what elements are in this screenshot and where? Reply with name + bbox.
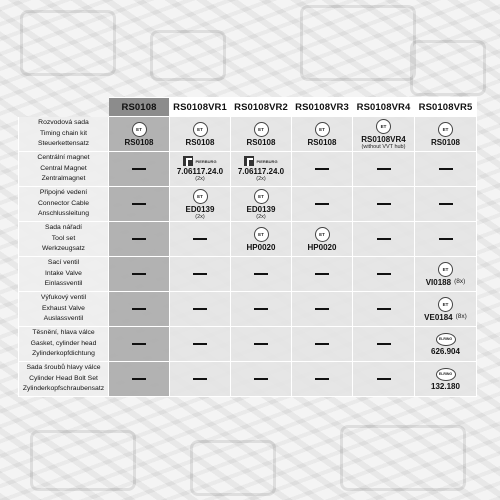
part-entry [292,227,352,252]
et-brand-logo-icon: ET [132,122,147,137]
elring-brand-logo-icon: ELRING [436,333,456,346]
part-number: 132.180 [431,381,460,391]
background-shape [410,40,486,96]
row-label-line: Einlassventil [44,280,83,288]
row-label-line: Auslassventil [43,315,84,323]
table-cell [109,152,170,187]
part-number: HP0020 [307,242,337,252]
table-cell [292,187,353,222]
part-note: (without VVT hub) [361,143,406,150]
table-cell [231,257,292,292]
table-row [19,292,477,327]
table-row [19,362,477,397]
quantity-note: (8x) [455,313,467,320]
background-shape [30,430,136,491]
row-label-line: Central Magnet [40,164,87,172]
row-label-line: Sada nářadí [44,224,83,232]
not-applicable-dash [315,273,329,275]
not-applicable-dash [132,343,146,345]
header-row [19,98,477,117]
row-label-line: Sada šroubů hlavy válce [26,364,101,372]
et-brand-logo-icon: ET [193,122,208,137]
background-shape [190,440,276,496]
table-cell [170,362,231,397]
table-cell [231,327,292,362]
column-header: RS0108 [109,98,170,117]
row-label [19,187,109,222]
table-cell [353,187,415,222]
table-cell [109,327,170,362]
et-brand-logo-icon: ET [315,122,330,137]
table-cell [231,117,292,152]
table-cell [353,292,415,327]
part-entry [231,122,291,147]
not-applicable-dash [193,308,207,310]
not-applicable-dash [315,308,329,310]
table-cell [415,327,477,362]
not-applicable-dash [377,203,391,205]
not-applicable-dash [377,168,391,170]
row-label-line: Připojné vedení [39,189,88,197]
part-number: VI0188 [425,277,452,287]
part-entry [353,119,414,150]
not-applicable-dash [132,238,146,240]
part-entry [231,189,291,220]
row-label-line: Werkzeugsatz [42,245,85,253]
table-cell [231,152,292,187]
part-number: RS0108 [431,137,460,147]
table-cell [170,257,231,292]
table-cell [353,257,415,292]
part-number: RS0108 [246,137,276,147]
row-label-line: Rozvodová sada [38,119,89,127]
row-label [19,152,109,187]
part-entry [415,333,476,356]
part-note: (2x) [256,176,266,182]
table-cell [231,362,292,397]
table-cell [415,152,477,187]
not-applicable-dash [377,343,391,345]
row-label [19,362,109,397]
row-label [19,117,109,152]
table-cell [231,292,292,327]
part-number: 626.904 [431,346,460,356]
pierburg-brand-logo-icon [183,156,216,166]
row-label-line: Zylinderkopfdichtung [32,350,95,358]
row-label [19,327,109,362]
part-note: (2x) [256,213,266,220]
table-cell [353,117,415,152]
row-label [19,222,109,257]
column-header: RS0108VR5 [415,98,477,117]
not-applicable-dash [315,203,329,205]
part-number: RS0108 [307,137,337,147]
not-applicable-dash [377,273,391,275]
not-applicable-dash [254,378,268,380]
row-label-line: Tool set [51,234,76,242]
row-label-line: Zentralmagnet [41,175,86,183]
pierburg-mark-icon [244,156,254,166]
et-brand-logo-icon: ET [193,189,208,204]
not-applicable-dash [439,203,453,205]
table-row [19,187,477,222]
table-cell [292,117,353,152]
part-number: VE0184 [424,312,453,322]
table-row [19,117,477,152]
row-label-line: Sací ventil [47,259,80,267]
not-applicable-dash [254,343,268,345]
row-label-line: Gasket, cylinder head [30,339,97,347]
not-applicable-dash [377,378,391,380]
row-label-line: Steuerkettensatz [37,140,89,148]
pierburg-name: PIERBURG [256,158,278,164]
part-entry [170,156,230,182]
not-applicable-dash [254,308,268,310]
table-row [19,257,477,292]
table-cell [109,292,170,327]
not-applicable-dash [132,273,146,275]
quantity-note: (8x) [454,278,466,285]
table-cell [292,292,353,327]
not-applicable-dash [132,168,146,170]
table-cell [109,117,170,152]
table-cell [415,117,477,152]
row-label-line: Výfukový ventil [40,294,87,302]
table-cell [415,362,477,397]
table-cell [415,257,477,292]
column-header: RS0108VR1 [170,98,231,117]
table-cell [292,222,353,257]
part-entry [109,122,169,147]
table-cell [170,117,231,152]
pierburg-brand-logo-icon [244,156,277,166]
table-cell [170,327,231,362]
part-number-with-qty [424,313,467,322]
row-label-line: Centrální magnet [37,154,90,162]
part-entry [292,122,352,147]
table-cell [170,152,231,187]
table-cell [109,362,170,397]
table-cell [170,187,231,222]
not-applicable-dash [377,238,391,240]
not-applicable-dash [377,308,391,310]
part-number: RS0108 [124,137,154,147]
not-applicable-dash [439,168,453,170]
pierburg-mark-icon [183,156,193,166]
table-cell [292,327,353,362]
not-applicable-dash [193,273,207,275]
table-cell [292,362,353,397]
table-cell [170,292,231,327]
table-cell [415,292,477,327]
part-number: RS0108 [185,137,215,147]
row-label-line: Zylinderkopfschraubensatz [22,385,105,393]
part-number: 7.06117.24.0 [237,167,285,176]
table-cell [109,257,170,292]
table-cell [170,222,231,257]
row-label-line: Intake Valve [45,269,82,277]
row-label [19,292,109,327]
not-applicable-dash [254,273,268,275]
row-label-line: Těsnění, hlava válce [32,329,95,337]
part-entry [170,189,230,220]
et-brand-logo-icon: ET [438,122,453,137]
table-row [19,152,477,187]
not-applicable-dash [315,343,329,345]
column-header: RS0108VR3 [292,98,353,117]
background-shape [300,5,416,81]
part-entry [415,122,476,147]
table-cell [353,362,415,397]
et-brand-logo-icon: ET [254,227,269,242]
background-shape [20,10,116,76]
background-shape [150,30,226,81]
part-entry [231,156,291,182]
column-header: RS0108VR4 [353,98,415,117]
part-entry [415,368,476,391]
table-cell [415,187,477,222]
table-cell [231,222,292,257]
table-row [19,222,477,257]
row-label [19,257,109,292]
row-label-line: Exhaust Valve [42,304,85,312]
et-brand-logo-icon: ET [254,189,269,204]
part-entry [415,297,476,322]
part-note: (2x) [195,176,205,182]
part-number: ED0139 [246,204,276,214]
part-entry [231,227,291,252]
table-cell [353,327,415,362]
background-shape [340,425,466,491]
part-number: 7.06117.24.0 [176,167,224,176]
compatibility-table [18,97,477,397]
et-brand-logo-icon: ET [438,262,453,277]
table-cell [231,187,292,222]
et-brand-logo-icon: ET [438,297,453,312]
elring-brand-logo-icon: ELRING [436,368,456,381]
not-applicable-dash [315,378,329,380]
part-note: (2x) [195,213,205,220]
not-applicable-dash [193,238,207,240]
pierburg-name: PIERBURG [195,158,217,164]
column-header: RS0108VR2 [231,98,292,117]
row-label-line: Connector Cable [37,199,89,207]
row-label-line: Timing chain kit [40,129,87,137]
et-brand-logo-icon: ET [254,122,269,137]
not-applicable-dash [193,343,207,345]
row-label-line: Anschlussleitung [37,210,89,218]
et-brand-logo-icon: ET [376,119,391,134]
part-entry [170,122,230,147]
not-applicable-dash [132,308,146,310]
part-entry [415,262,476,287]
part-number: ED0139 [185,204,215,214]
part-number: RS0108VR4 [361,134,406,144]
table-cell [415,222,477,257]
et-brand-logo-icon: ET [315,227,330,242]
table-cell [292,257,353,292]
header-corner [19,98,109,117]
table-cell [292,152,353,187]
part-number-with-qty [426,278,466,287]
table-cell [353,222,415,257]
row-label-line: Cylinder Head Bolt Set [29,374,98,382]
part-number: HP0020 [246,242,276,252]
table-row [19,327,477,362]
table-cell [109,187,170,222]
not-applicable-dash [439,238,453,240]
not-applicable-dash [132,378,146,380]
table-cell [353,152,415,187]
not-applicable-dash [132,203,146,205]
not-applicable-dash [193,378,207,380]
not-applicable-dash [315,168,329,170]
table-cell [109,222,170,257]
